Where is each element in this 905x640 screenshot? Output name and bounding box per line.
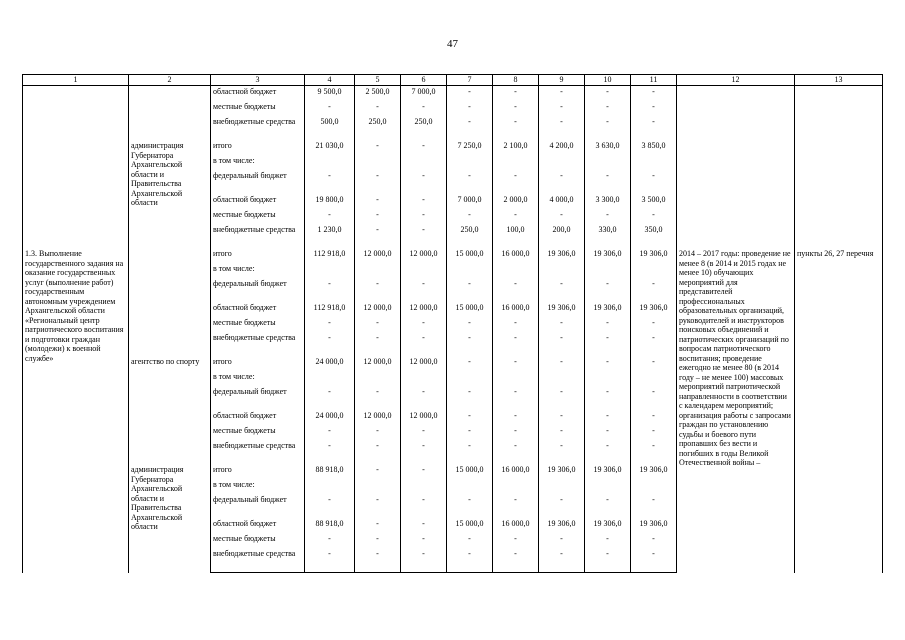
amount-cell: -: [539, 116, 585, 140]
amount-cell: 4 000,0: [539, 194, 585, 209]
amount-cell: -: [539, 356, 585, 371]
amount-cell: 250,0: [447, 224, 493, 248]
amount-cell: [355, 263, 401, 278]
amount-cell: 16 000,0: [493, 518, 539, 533]
amount-cell: -: [305, 101, 355, 116]
amount-cell: 19 306,0: [539, 464, 585, 479]
amount-cell: -: [305, 386, 355, 410]
amount-cell: 2 000,0: [493, 194, 539, 209]
amount-cell: -: [539, 317, 585, 332]
amount-cell: -: [401, 194, 447, 209]
amount-cell: -: [355, 518, 401, 533]
amount-cell: -: [305, 278, 355, 302]
table-body: [23, 86, 883, 573]
amount-cell: -: [585, 101, 631, 116]
amount-cell: -: [355, 548, 401, 573]
amount-cell: -: [493, 548, 539, 573]
amount-cell: 19 306,0: [585, 302, 631, 317]
amount-cell: 9 500,0: [305, 86, 355, 102]
funding-source: внебюджетные средства: [211, 332, 305, 356]
amount-cell: -: [631, 494, 677, 518]
amount-cell: -: [401, 209, 447, 224]
amount-cell: 16 000,0: [493, 302, 539, 317]
perechen-link: пункты 26, 27 перечня: [795, 248, 883, 573]
activity-name: 1.3. Выполнение государственного задания на оказание государственных услуг (выполнение работ) государственным автономным учреждением Архангельской области «Региональный центр патриотического воспитания и подготовки граждан (молодежи) к военной службе»: [23, 248, 129, 573]
amount-cell: -: [493, 410, 539, 425]
amount-cell: -: [355, 224, 401, 248]
amount-cell: -: [539, 332, 585, 356]
amount-cell: -: [631, 209, 677, 224]
amount-cell: [539, 263, 585, 278]
amount-cell: -: [631, 170, 677, 194]
amount-cell: -: [631, 386, 677, 410]
amount-cell: 7 000,0: [447, 194, 493, 209]
amount-cell: [493, 371, 539, 386]
amount-cell: 21 030,0: [305, 140, 355, 155]
amount-cell: 24 000,0: [305, 356, 355, 371]
executor-name: администрация Губернатора Архангельской области и Правительства Архангельской области: [129, 140, 211, 248]
amount-cell: -: [585, 356, 631, 371]
amount-cell: [447, 263, 493, 278]
amount-cell: [447, 371, 493, 386]
amount-cell: 15 000,0: [447, 302, 493, 317]
amount-cell: -: [355, 317, 401, 332]
amount-cell: -: [447, 170, 493, 194]
header-row: [23, 75, 883, 86]
col-header: 12: [677, 75, 795, 86]
amount-cell: -: [585, 170, 631, 194]
amount-cell: 24 000,0: [305, 410, 355, 425]
amount-cell: -: [401, 140, 447, 155]
amount-cell: [305, 263, 355, 278]
amount-cell: -: [401, 101, 447, 116]
budget-table: [22, 74, 883, 573]
executor-name: агентство по спорту: [129, 356, 211, 464]
funding-source: внебюджетные средства: [211, 548, 305, 573]
amount-cell: -: [493, 170, 539, 194]
amount-cell: -: [539, 533, 585, 548]
funding-source: федеральный бюджет: [211, 170, 305, 194]
amount-cell: -: [447, 440, 493, 464]
amount-cell: 19 306,0: [631, 302, 677, 317]
indicator-text: 2014 – 2017 годы: проведение не менее 8 (в 2014 и 2015 годах не менее 10) обучающих мероприятий для представителей профессиональных образовательных организаций, руководителей и инструкторов поисковых объединений и патриотических организаций по вопросам патриотического воспитания; проведение ежегодно не менее 80 (в 2014 году – не менее 100) массовых мероприятий патриотической направленности в соответствии с календарем мероприятий; организация работы с запросами граждан по установлению судьбы и боевого пути пропавших без вести и погибших в годы Великой Отечественной войны –: [677, 248, 795, 573]
amount-cell: [493, 263, 539, 278]
amount-cell: -: [401, 464, 447, 479]
col-header: 9: [539, 75, 585, 86]
amount-cell: -: [585, 440, 631, 464]
amount-cell: -: [447, 209, 493, 224]
amount-cell: 3 500,0: [631, 194, 677, 209]
amount-cell: [305, 479, 355, 494]
amount-cell: 12 000,0: [401, 356, 447, 371]
amount-cell: -: [585, 410, 631, 425]
amount-cell: -: [355, 209, 401, 224]
amount-cell: 3 630,0: [585, 140, 631, 155]
amount-cell: 19 306,0: [585, 248, 631, 263]
amount-cell: -: [401, 278, 447, 302]
amount-cell: -: [631, 332, 677, 356]
col-header: 2: [129, 75, 211, 86]
amount-cell: 12 000,0: [355, 356, 401, 371]
amount-cell: -: [355, 101, 401, 116]
funding-source: областной бюджет: [211, 518, 305, 533]
executor-name: администрация Губернатора Архангельской области и Правительства Архангельской области: [129, 464, 211, 573]
amount-cell: -: [539, 410, 585, 425]
amount-cell: 3 300,0: [585, 194, 631, 209]
funding-source: внебюджетные средства: [211, 224, 305, 248]
amount-cell: -: [355, 170, 401, 194]
amount-cell: -: [631, 101, 677, 116]
amount-cell: 100,0: [493, 224, 539, 248]
amount-cell: -: [447, 425, 493, 440]
amount-cell: 19 306,0: [631, 248, 677, 263]
col-header: 8: [493, 75, 539, 86]
funding-source: местные бюджеты: [211, 533, 305, 548]
funding-source: областной бюджет: [211, 410, 305, 425]
amount-cell: 2 500,0: [355, 86, 401, 102]
col-header: 6: [401, 75, 447, 86]
amount-cell: -: [305, 440, 355, 464]
funding-source: местные бюджеты: [211, 101, 305, 116]
amount-cell: -: [355, 494, 401, 518]
amount-cell: -: [585, 209, 631, 224]
funding-source: итого: [211, 140, 305, 155]
amount-cell: -: [401, 518, 447, 533]
amount-cell: 19 306,0: [585, 464, 631, 479]
amount-cell: 15 000,0: [447, 464, 493, 479]
funding-source: федеральный бюджет: [211, 494, 305, 518]
amount-cell: -: [401, 425, 447, 440]
amount-cell: -: [401, 494, 447, 518]
amount-cell: -: [305, 425, 355, 440]
amount-cell: 2 100,0: [493, 140, 539, 155]
amount-cell: -: [631, 533, 677, 548]
amount-cell: -: [539, 209, 585, 224]
funding-source: в том числе:: [211, 371, 305, 386]
col-header: 5: [355, 75, 401, 86]
indicator-cell: [677, 86, 795, 249]
amount-cell: -: [447, 278, 493, 302]
amount-cell: -: [355, 425, 401, 440]
amount-cell: 19 306,0: [539, 302, 585, 317]
amount-cell: -: [631, 440, 677, 464]
amount-cell: 12 000,0: [401, 410, 447, 425]
amount-cell: -: [401, 317, 447, 332]
amount-cell: -: [631, 86, 677, 102]
amount-cell: [447, 479, 493, 494]
funding-source: итого: [211, 464, 305, 479]
funding-source: федеральный бюджет: [211, 278, 305, 302]
amount-cell: -: [493, 440, 539, 464]
amount-cell: -: [493, 116, 539, 140]
amount-cell: -: [305, 548, 355, 573]
amount-cell: -: [493, 533, 539, 548]
funding-source: внебюджетные средства: [211, 116, 305, 140]
col-header: 11: [631, 75, 677, 86]
funding-source: внебюджетные средства: [211, 440, 305, 464]
amount-cell: 3 850,0: [631, 140, 677, 155]
amount-cell: 330,0: [585, 224, 631, 248]
amount-cell: [631, 479, 677, 494]
amount-cell: 250,0: [355, 116, 401, 140]
amount-cell: -: [305, 494, 355, 518]
funding-source: в том числе:: [211, 155, 305, 170]
link-cell: [795, 86, 883, 249]
amount-cell: -: [305, 170, 355, 194]
amount-cell: 19 306,0: [585, 518, 631, 533]
amount-cell: -: [539, 170, 585, 194]
amount-cell: -: [585, 116, 631, 140]
amount-cell: -: [447, 494, 493, 518]
amount-cell: 500,0: [305, 116, 355, 140]
amount-cell: [539, 155, 585, 170]
table-row: [23, 86, 883, 102]
amount-cell: -: [585, 278, 631, 302]
amount-cell: [493, 155, 539, 170]
amount-cell: 12 000,0: [355, 248, 401, 263]
amount-cell: -: [355, 533, 401, 548]
amount-cell: -: [355, 140, 401, 155]
amount-cell: -: [401, 224, 447, 248]
amount-cell: -: [305, 317, 355, 332]
amount-cell: [401, 155, 447, 170]
funding-source: итого: [211, 248, 305, 263]
amount-cell: -: [447, 410, 493, 425]
amount-cell: [305, 155, 355, 170]
amount-cell: 12 000,0: [401, 248, 447, 263]
amount-cell: -: [585, 332, 631, 356]
amount-cell: 19 306,0: [631, 518, 677, 533]
amount-cell: -: [585, 386, 631, 410]
amount-cell: -: [631, 425, 677, 440]
executor-cell: [129, 86, 211, 141]
amount-cell: -: [539, 548, 585, 573]
amount-cell: -: [493, 278, 539, 302]
amount-cell: 15 000,0: [447, 248, 493, 263]
amount-cell: -: [447, 101, 493, 116]
funding-source: местные бюджеты: [211, 317, 305, 332]
funding-source: областной бюджет: [211, 194, 305, 209]
funding-source: в том числе:: [211, 263, 305, 278]
amount-cell: -: [493, 356, 539, 371]
amount-cell: [539, 371, 585, 386]
amount-cell: -: [631, 356, 677, 371]
amount-cell: -: [585, 317, 631, 332]
amount-cell: -: [493, 86, 539, 102]
amount-cell: -: [493, 425, 539, 440]
amount-cell: [585, 371, 631, 386]
funding-source: в том числе:: [211, 479, 305, 494]
amount-cell: 12 000,0: [401, 302, 447, 317]
amount-cell: 7 000,0: [401, 86, 447, 102]
amount-cell: -: [401, 170, 447, 194]
amount-cell: [305, 371, 355, 386]
amount-cell: 19 306,0: [631, 464, 677, 479]
table-row: [23, 248, 883, 263]
amount-cell: -: [539, 386, 585, 410]
amount-cell: -: [493, 386, 539, 410]
amount-cell: 350,0: [631, 224, 677, 248]
col-header: 3: [211, 75, 305, 86]
amount-cell: 19 306,0: [539, 518, 585, 533]
amount-cell: -: [585, 425, 631, 440]
amount-cell: -: [631, 410, 677, 425]
amount-cell: -: [305, 332, 355, 356]
amount-cell: -: [493, 209, 539, 224]
amount-cell: [355, 155, 401, 170]
amount-cell: [355, 371, 401, 386]
amount-cell: -: [493, 494, 539, 518]
amount-cell: -: [447, 116, 493, 140]
amount-cell: -: [447, 533, 493, 548]
amount-cell: -: [355, 386, 401, 410]
amount-cell: [493, 479, 539, 494]
amount-cell: 7 250,0: [447, 140, 493, 155]
col-header: 13: [795, 75, 883, 86]
amount-cell: 19 306,0: [539, 248, 585, 263]
col-header: 7: [447, 75, 493, 86]
amount-cell: 200,0: [539, 224, 585, 248]
amount-cell: -: [493, 101, 539, 116]
funding-source: местные бюджеты: [211, 425, 305, 440]
amount-cell: -: [585, 533, 631, 548]
amount-cell: [585, 479, 631, 494]
amount-cell: [585, 263, 631, 278]
amount-cell: -: [585, 494, 631, 518]
amount-cell: 250,0: [401, 116, 447, 140]
amount-cell: [585, 155, 631, 170]
amount-cell: -: [539, 494, 585, 518]
amount-cell: -: [355, 332, 401, 356]
amount-cell: [631, 371, 677, 386]
amount-cell: -: [355, 440, 401, 464]
amount-cell: -: [447, 332, 493, 356]
col-header: 4: [305, 75, 355, 86]
amount-cell: 12 000,0: [355, 410, 401, 425]
amount-cell: -: [355, 464, 401, 479]
amount-cell: [631, 263, 677, 278]
amount-cell: 16 000,0: [493, 464, 539, 479]
funding-source: областной бюджет: [211, 302, 305, 317]
amount-cell: -: [585, 86, 631, 102]
amount-cell: -: [631, 317, 677, 332]
amount-cell: 4 200,0: [539, 140, 585, 155]
amount-cell: [447, 155, 493, 170]
amount-cell: -: [447, 548, 493, 573]
funding-source: областной бюджет: [211, 86, 305, 102]
amount-cell: -: [305, 209, 355, 224]
page-number: 47: [447, 38, 458, 50]
amount-cell: -: [493, 332, 539, 356]
amount-cell: [401, 263, 447, 278]
col-header: 10: [585, 75, 631, 86]
amount-cell: -: [585, 548, 631, 573]
amount-cell: -: [401, 548, 447, 573]
amount-cell: [401, 371, 447, 386]
amount-cell: 19 800,0: [305, 194, 355, 209]
amount-cell: -: [447, 356, 493, 371]
amount-cell: [401, 479, 447, 494]
amount-cell: -: [447, 386, 493, 410]
amount-cell: -: [539, 440, 585, 464]
amount-cell: -: [539, 86, 585, 102]
amount-cell: -: [631, 278, 677, 302]
amount-cell: -: [539, 425, 585, 440]
amount-cell: -: [447, 317, 493, 332]
amount-cell: 16 000,0: [493, 248, 539, 263]
amount-cell: -: [305, 533, 355, 548]
amount-cell: 1 230,0: [305, 224, 355, 248]
amount-cell: -: [401, 386, 447, 410]
amount-cell: [539, 479, 585, 494]
amount-cell: [355, 479, 401, 494]
amount-cell: 112 918,0: [305, 302, 355, 317]
amount-cell: 112 918,0: [305, 248, 355, 263]
amount-cell: -: [401, 440, 447, 464]
funding-source: федеральный бюджет: [211, 386, 305, 410]
amount-cell: -: [355, 194, 401, 209]
funding-source: итого: [211, 356, 305, 371]
amount-cell: -: [493, 317, 539, 332]
amount-cell: 88 918,0: [305, 518, 355, 533]
amount-cell: [631, 155, 677, 170]
activity-cell: [23, 86, 129, 249]
funding-source: местные бюджеты: [211, 209, 305, 224]
amount-cell: -: [447, 86, 493, 102]
amount-cell: -: [401, 332, 447, 356]
executor-cell: [129, 248, 211, 356]
amount-cell: -: [539, 278, 585, 302]
amount-cell: 12 000,0: [355, 302, 401, 317]
amount-cell: 88 918,0: [305, 464, 355, 479]
amount-cell: 15 000,0: [447, 518, 493, 533]
amount-cell: -: [401, 533, 447, 548]
amount-cell: -: [631, 548, 677, 573]
col-header: 1: [23, 75, 129, 86]
amount-cell: -: [539, 101, 585, 116]
amount-cell: -: [631, 116, 677, 140]
amount-cell: -: [355, 278, 401, 302]
